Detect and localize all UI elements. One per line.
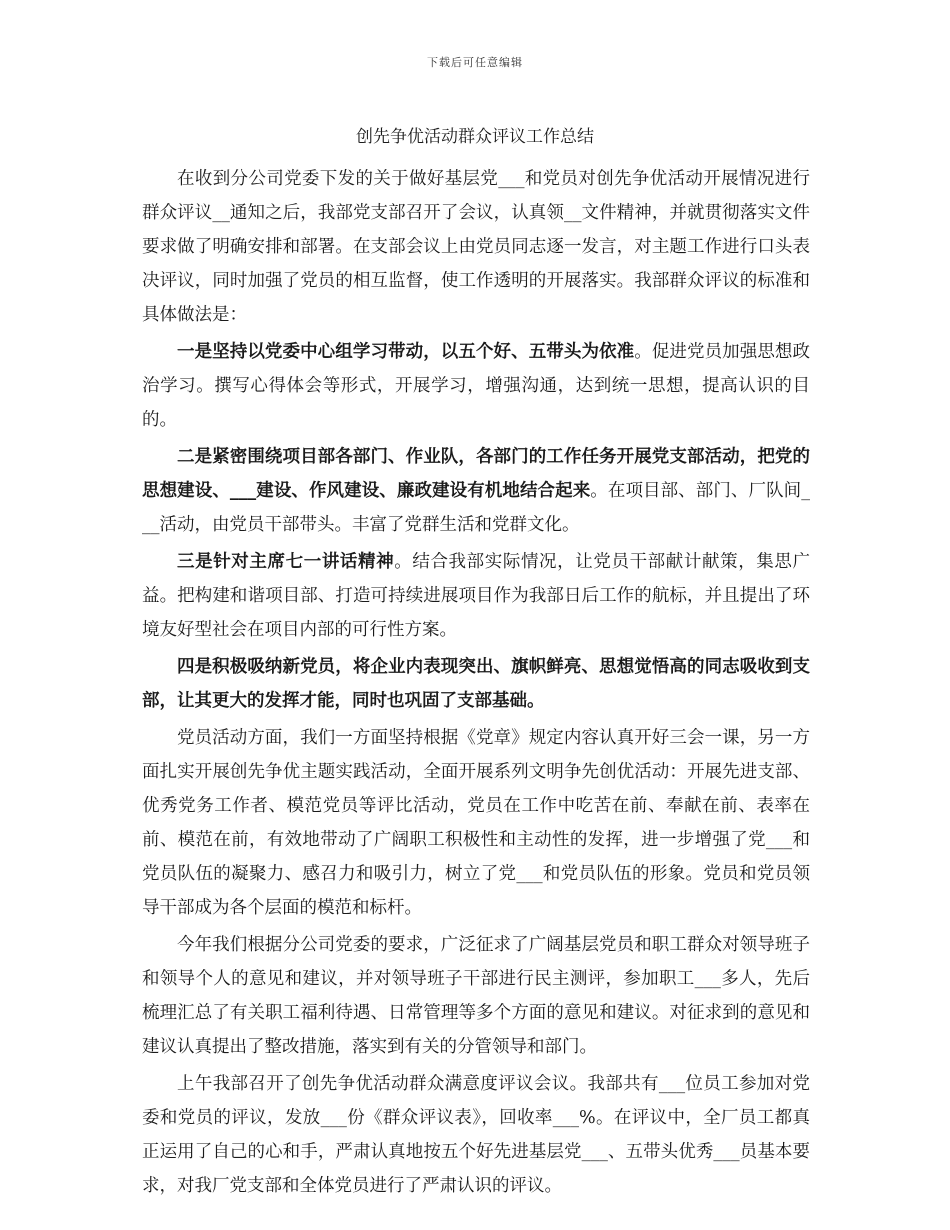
paragraph-point-two bbox=[142, 440, 810, 542]
paragraph-bold-lead: 四是积极吸纳新党员，将企业内表现突出、旗帜鲜亮、思想觉悟高的同志吸收到支部，让其更大的发挥才能，同时也巩固了支部基础。 bbox=[142, 657, 810, 711]
paragraph-point-four bbox=[142, 650, 810, 718]
paragraph-intro bbox=[142, 162, 810, 332]
paragraph-text: 党员活动方面，我们一方面坚持根据《党章》规定内容认真开好三会一课，另一方面扎实开展创先争优主题实践活动，全面开展系列文明争先创优活动：开展先进支部、优秀党务工作者、模范党员等评比活动，党员在工作中吃苦在前、奉献在前、表率在前、模范在前，有效地带动了广阔职工积极性和主动性的发挥，进一步增强了党___和党员队伍的凝聚力、感召力和吸引力，树立了党___和党员队伍的形象。党员和党员领导干部成为各个层面的模范和标杆。 bbox=[142, 728, 810, 918]
paragraph-text: 。在项目部、部门、厂队间___活动，由党员干部带头。丰富了党群生活和党群文化。 bbox=[142, 481, 811, 535]
paragraph-text: 上午我部召开了创先争优活动群众满意度评议会议。我部共有___位员工参加对党委和党员的评议，发放___份《群众评议表》，回收率___%。在评议中，全厂员工都真正运用了自己的心和手，严肃认真地按五个好先进基层党___、五带头优秀___员基本要求，对我厂党支部和全体党员进行了严肃认识的评议。 bbox=[142, 1074, 810, 1196]
paragraph-text: 今年我们根据分公司党委的要求，广泛征求了广阔基层党员和职工群众对领导班子和领导个人的意见和建议，并对领导班子干部进行民主测评，参加职工___多人，先后梳理汇总了有关职工福利待遇、日常管理等多个方面的意见和建议。对征求到的意见和建议认真提出了整改措施，落实到有关的分管领导和部门。 bbox=[142, 935, 810, 1057]
paragraph-point-three bbox=[142, 545, 810, 647]
paragraph-bold-lead: 一是坚持以党委中心组学习带动，以五个好、五带头为依准 bbox=[177, 342, 635, 362]
paragraph-text: 在收到分公司党委下发的关于做好基层党___和党员对创先争优活动开展情况进行群众评议__通知之后，我部党支部召开了会议，认真领__文件精神，并就贯彻落实文件要求做了明确安排和部署。在支部会议上由党员同志逐一发言，对主题工作进行口头表决评议，同时加强了党员的相互监督，使工作透明的开展落实。我部群众评议的标准和具体做法是： bbox=[142, 169, 810, 325]
paragraph-text: 。结合我部实际情况，让党员干部献计献策，集思广益。把构建和谐项目部、打造可持续进展项目作为我部日后工作的航标，并且提出了环境友好型社会在项目内部的可行性方案。 bbox=[142, 552, 810, 640]
paragraph-text: 。促进党员加强思想政治学习。撰写心得体会等形式，开展学习，增强沟通，达到统一思想，提高认识的目的。 bbox=[142, 342, 811, 430]
paragraph-member-activities bbox=[142, 721, 810, 925]
paragraph-opinions bbox=[142, 928, 810, 1064]
paragraph-point-one bbox=[142, 335, 810, 437]
paragraph-evaluation-meeting bbox=[142, 1067, 810, 1203]
document-body bbox=[142, 162, 810, 1206]
paragraph-bold-lead: 三是针对主席七一讲话精神 bbox=[177, 552, 395, 572]
header-note: 下载后可任意编辑 bbox=[427, 56, 523, 69]
document-title: 创先争优活动群众评议工作总结 bbox=[356, 127, 594, 147]
paragraph-bold-lead: 二是紧密围绕项目部各部门、作业队，各部门的工作任务开展党支部活动，把党的思想建设、___建设、作风建设、廉政建设有机地结合起来 bbox=[142, 447, 810, 501]
